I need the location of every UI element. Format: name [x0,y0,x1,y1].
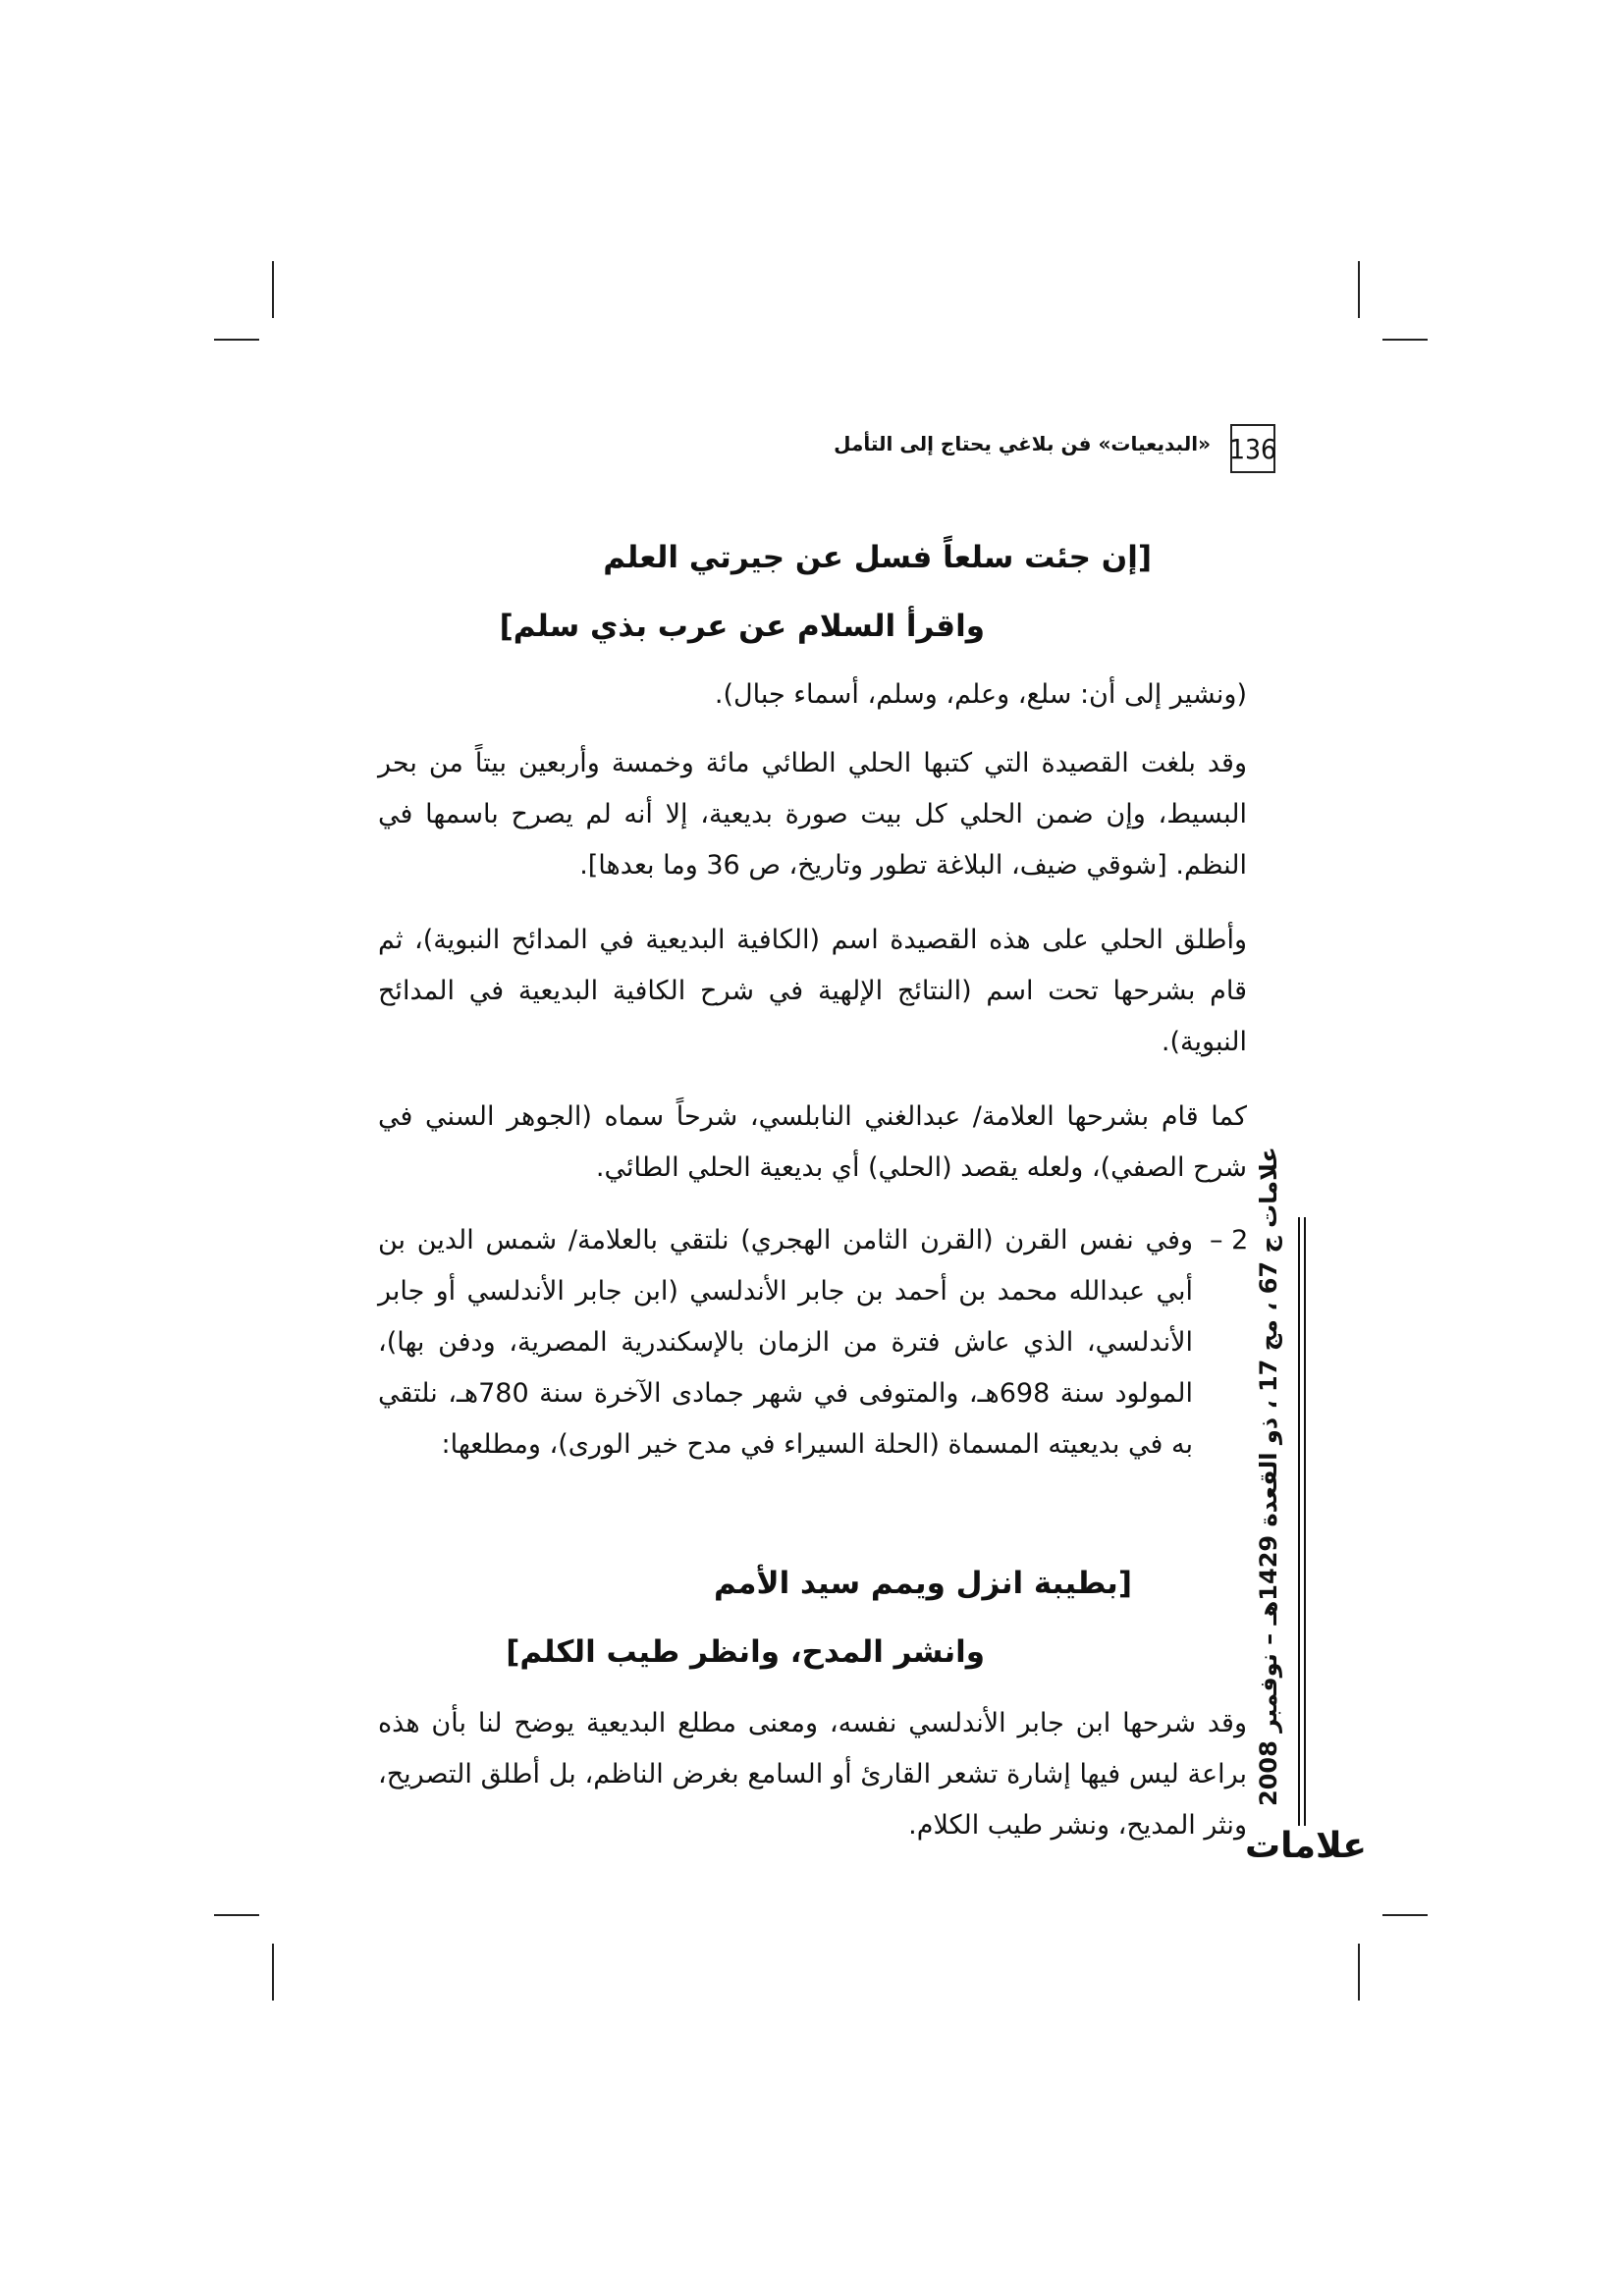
crop-mark [1358,1944,1360,2001]
paragraph: وفي نفس القرن (القرن الثامن الهجري) نلتقي بالعلامة/ شمس الدين بن أبي عبدالله محمد بن أحمد بن جابر الأندلسي (ابن جابر الأندلسي أو جابر الأندلسي، الذي عاش فترة من الزمان بالإسكندرية المصرية، ودفن بها)، المولود سنة 698هـ، والمتوفى في شهر جمادى الآخرة سنة 780هـ، نلتقي به في بديعيته المسماة (الحلة السيراء في مدح خير الورى)، ومطلعها: [378,1225,1193,1460]
crop-mark [1382,339,1428,341]
journal-logo: علامات [1245,1826,1367,1866]
running-head: «البديعيات» فن بلاغي يحتاج إلى التأمل [834,432,1211,455]
verse1-line1: [إن جئت سلعاً فسل عن جيرتي العلم [603,540,1152,575]
paragraph: وقد بلغت القصيدة التي كتبها الحلي الطائي مائة وخمسة وأربعين بيتاً من بحر البسيط، وإن ضمن الحلي كل بيت صورة بديعية، إلا أنه لم يصرح باسمها في النظم. [شوقي ضيف، البلاغة تطور وتاريخ، ص 36 وما بعدها]. [378,748,1247,881]
verse2-line2: وانشر المدح، وانظر طيب الكلم] [506,1634,985,1670]
side-caption: علامات ج 67 ، مج 17 ، ذو القعدة 1429هـ – نوفمبر 2008 [1255,1147,1282,1806]
crop-mark [214,339,259,341]
paragraph: كما قام بشرحها العلامة/ عبدالغني النابلسي، شرحاً سماه (الجوهر السني في شرح الصفي)، ولعله يقصد (الحلي) أي بديعية الحلي الطائي. [378,1101,1247,1183]
paragraph: وأطلق الحلي على هذه القصيدة اسم (الكافية البديعية في المدائح النبوية)، ثم قام بشرحها تحت اسم (النتائج الإلهية في شرح الكافية البديعية في المدائح النبوية). [378,925,1247,1057]
crop-mark [272,261,274,318]
page-number: 136 [1230,424,1275,473]
paragraph: وقد شرحها ابن جابر الأندلسي نفسه، ومعنى مطلع البديعية يوضح لنا بأن هذه براعة ليس فيها إشارة تشعر القارئ أو السامع بغرض الناظم، بل أطلق التصريح، ونثر المديح، ونشر طيب الكلام. [378,1708,1247,1841]
verse2-line1: [بطيبة انزل ويمم سيد الأمم [714,1566,1132,1601]
side-rule [1304,1217,1306,1826]
paragraph: (ونشير إلى أن: سلع، وعلم، وسلم، أسماء جبال). [714,679,1247,710]
crop-mark [214,1914,259,1916]
crop-mark [272,1944,274,2001]
crop-mark [1358,261,1360,318]
crop-mark [1382,1914,1428,1916]
verse1-line2: واقرأ السلام عن عرب بذي سلم] [499,609,985,644]
side-rule [1298,1217,1300,1826]
list-number: 2 – [1210,1225,1249,1255]
